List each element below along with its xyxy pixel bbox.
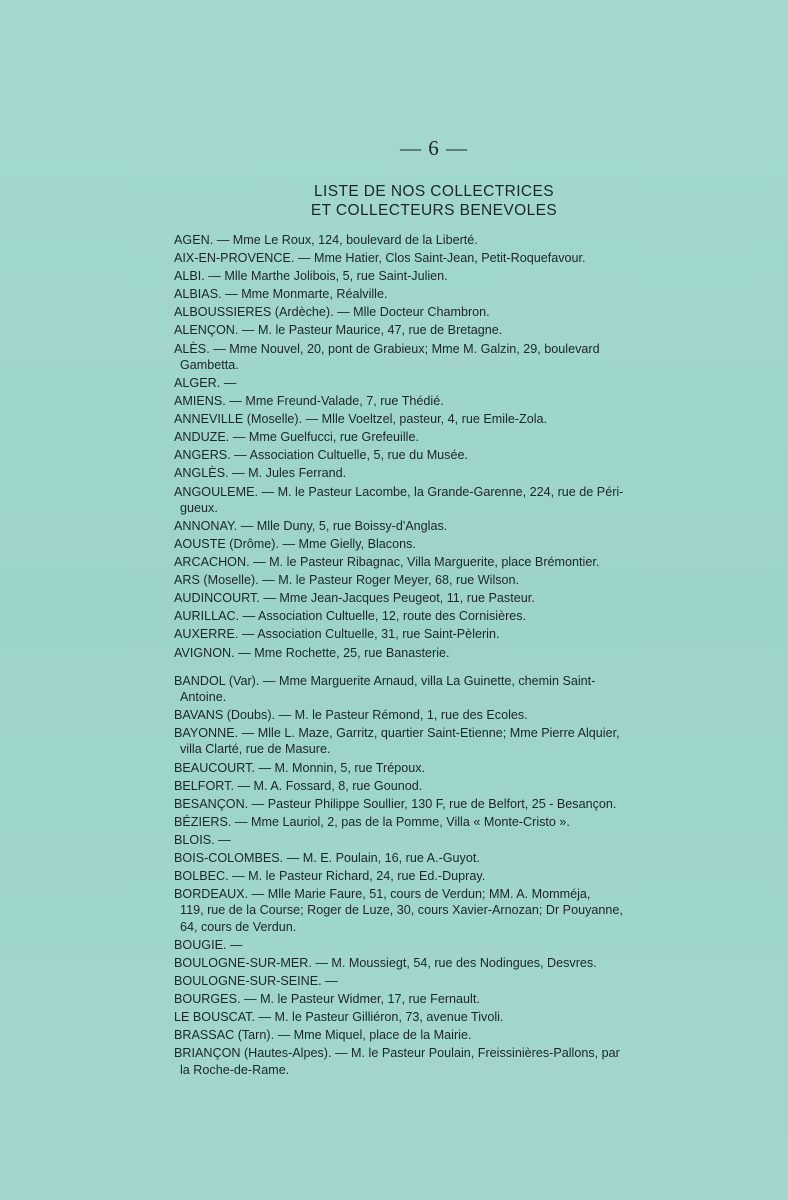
section-gap xyxy=(174,663,704,673)
list-item xyxy=(174,447,704,463)
entry-text: AUXERRE. — Association Cultuelle, 31, rue Saint-Pèlerin. xyxy=(174,627,500,642)
entry-continuation: Gambetta. xyxy=(180,357,239,372)
list-item xyxy=(174,814,704,830)
entry-continuation: Antoine. xyxy=(180,689,227,704)
entry-continuation: 64, cours de Verdun. xyxy=(180,919,297,934)
entry-text: ARCACHON. — M. le Pasteur Ribagnac, Villa Marguerite, place Brémontier. xyxy=(174,555,600,570)
entry-text: BOIS-COLOMBES. — M. E. Poulain, 16, rue A.-Guyot. xyxy=(174,851,480,865)
list-item xyxy=(174,868,704,884)
entry-text: ALBOUSSIERES (Ardèche). — Mlle Docteur Chambron. xyxy=(174,305,490,320)
list-item xyxy=(174,973,704,989)
entry-text: BELFORT. — M. A. Fossard, 8, rue Gounod. xyxy=(174,778,423,793)
list-heading xyxy=(0,182,788,220)
list-item xyxy=(174,250,704,266)
list-item xyxy=(174,673,704,706)
entry-text: BOULOGNE-SUR-MER. — M. Moussiegt, 54, rue des Nodingues, Desvres. xyxy=(174,955,597,970)
entry-text: ANGOULEME. — M. le Pasteur Lacombe, la Grande-Garenne, 224, rue de Péri- xyxy=(174,484,624,499)
entry-text: ALBIAS. — Mme Monmarte, Réalville. xyxy=(174,287,388,302)
entry-text: LE BOUSCAT. — M. le Pasteur Gilliéron, 73, avenue Tivoli. xyxy=(174,1010,504,1025)
list-item xyxy=(174,1045,704,1078)
entry-text: ANNEVILLE (Moselle). — Mlle Voeltzel, pasteur, 4, rue Emile-Zola. xyxy=(174,412,548,427)
entry-text: BAYONNE. — Mlle L. Maze, Garritz, quartier Saint-Etienne; Mme Pierre Alquier, xyxy=(174,726,620,741)
list-item xyxy=(174,1009,704,1025)
entry-text: ALGER. — xyxy=(174,375,237,390)
list-item xyxy=(174,232,704,248)
entry-text: ALBI. — Mlle Marthe Jolibois, 5, rue Saint-Julien. xyxy=(174,269,448,284)
list-item xyxy=(174,608,704,624)
entry-text: AMIENS. — Mme Freund-Valade, 7, rue Thédié. xyxy=(174,394,444,409)
entry-text: BESANÇON. — Pasteur Philippe Soullier, 130 F, rue de Belfort, 25 - Besançon. xyxy=(174,796,617,811)
entry-text: BOULOGNE-SUR-SEINE. — xyxy=(174,974,338,989)
list-item xyxy=(174,341,704,374)
entry-text: BÉZIERS. — Mme Lauriol, 2, pas de la Pomme, Villa « Monte-Cristo ». xyxy=(174,814,570,829)
list-item xyxy=(174,484,704,517)
list-item xyxy=(174,778,704,794)
entry-text: ALÈS. — Mme Nouvel, 20, pont de Grabieux; Mme M. Galzin, 29, boulevard xyxy=(174,341,600,356)
list-item xyxy=(174,322,704,338)
list-item xyxy=(174,991,704,1007)
list-item xyxy=(174,937,704,953)
entry-text: AURILLAC. — Association Cultuelle, 12, route des Cornisières. xyxy=(174,609,527,624)
collectors-list xyxy=(174,232,704,1080)
entry-text: ANNONAY. — Mlle Duny, 5, rue Boissy-d'Anglas. xyxy=(174,518,448,533)
entry-text: BEAUCOURT. — M. Monnin, 5, rue Trépoux. xyxy=(174,760,426,775)
list-item xyxy=(174,572,704,588)
entry-text: BAVANS (Doubs). — M. le Pasteur Rémond, 1, rue des Ecoles. xyxy=(174,708,528,723)
list-item xyxy=(174,286,704,302)
entry-text: BOURGES. — M. le Pasteur Widmer, 17, rue Fernault. xyxy=(174,992,480,1007)
entry-text: BLOIS. — xyxy=(174,832,231,847)
entry-text: AVIGNON. — Mme Rochette, 25, rue Banasterie. xyxy=(174,645,450,660)
entry-text: BANDOL (Var). — Mme Marguerite Arnaud, villa La Guinette, chemin Saint- xyxy=(174,673,596,688)
list-item xyxy=(174,429,704,445)
list-item xyxy=(174,304,704,320)
entry-text: ANGLÈS. — M. Jules Ferrand. xyxy=(174,466,347,481)
entry-text: ANDUZE. — Mme Guelfucci, rue Grefeuille. xyxy=(174,430,419,445)
list-item xyxy=(174,626,704,642)
entry-continuation: gueux. xyxy=(180,500,218,515)
heading-line-1: LISTE DE NOS COLLECTRICES xyxy=(314,183,554,200)
entry-text: AGEN. — Mme Le Roux, 124, boulevard de la Liberté. xyxy=(174,233,478,247)
entry-continuation: 119, rue de la Course; Roger de Luze, 30, cours Xavier-Arnozan; Dr Pouyanne, xyxy=(180,903,623,918)
entry-text: ANGERS. — Association Cultuelle, 5, rue du Musée. xyxy=(174,448,468,463)
entry-text: BRIANÇON (Hautes-Alpes). — M. le Pasteur Poulain, Freissinières-Pallons, par xyxy=(174,1046,620,1061)
entry-continuation: villa Clarté, rue de Masure. xyxy=(180,742,331,757)
entry-text: BRASSAC (Tarn). — Mme Miquel, place de la Mairie. xyxy=(174,1028,472,1043)
list-item xyxy=(174,393,704,409)
entry-text: BOUGIE. — xyxy=(174,937,243,952)
entry-text: ARS (Moselle). — M. le Pasteur Roger Meyer, 68, rue Wilson. xyxy=(174,573,520,588)
list-item xyxy=(174,707,704,723)
list-item xyxy=(174,554,704,570)
list-item xyxy=(174,645,704,661)
entry-continuation: la Roche-de-Rame. xyxy=(180,1062,290,1077)
entry-text: AUDINCOURT. — Mme Jean-Jacques Peugeot, 11, rue Pasteur. xyxy=(174,591,535,606)
entry-text: ALENÇON. — M. le Pasteur Maurice, 47, rue de Bretagne. xyxy=(174,323,503,338)
list-item xyxy=(174,375,704,391)
entry-text: BORDEAUX. — Mlle Marie Faure, 51, cours de Verdun; MM. A. Momméja, xyxy=(174,887,591,902)
page-number: — 6 — xyxy=(400,136,468,160)
entry-text: AIX-EN-PROVENCE. — Mme Hatier, Clos Saint-Jean, Petit-Roquefavour. xyxy=(174,251,586,266)
list-item xyxy=(174,796,704,812)
list-item xyxy=(174,411,704,427)
list-item xyxy=(174,536,704,552)
list-item xyxy=(174,760,704,776)
list-item xyxy=(174,886,704,935)
list-item xyxy=(174,850,704,866)
entry-text: BOLBEC. — M. le Pasteur Richard, 24, rue Ed.-Dupray. xyxy=(174,869,486,884)
list-item xyxy=(174,268,704,284)
entry-text: AOUSTE (Drôme). — Mme Gielly, Blacons. xyxy=(174,537,416,551)
list-item xyxy=(174,832,704,848)
list-item xyxy=(174,1027,704,1043)
list-item xyxy=(174,725,704,758)
list-item xyxy=(174,955,704,971)
list-item xyxy=(174,590,704,606)
heading-line-2: ET COLLECTEURS BENEVOLES xyxy=(310,202,558,219)
list-item xyxy=(174,518,704,534)
list-item xyxy=(174,465,704,481)
